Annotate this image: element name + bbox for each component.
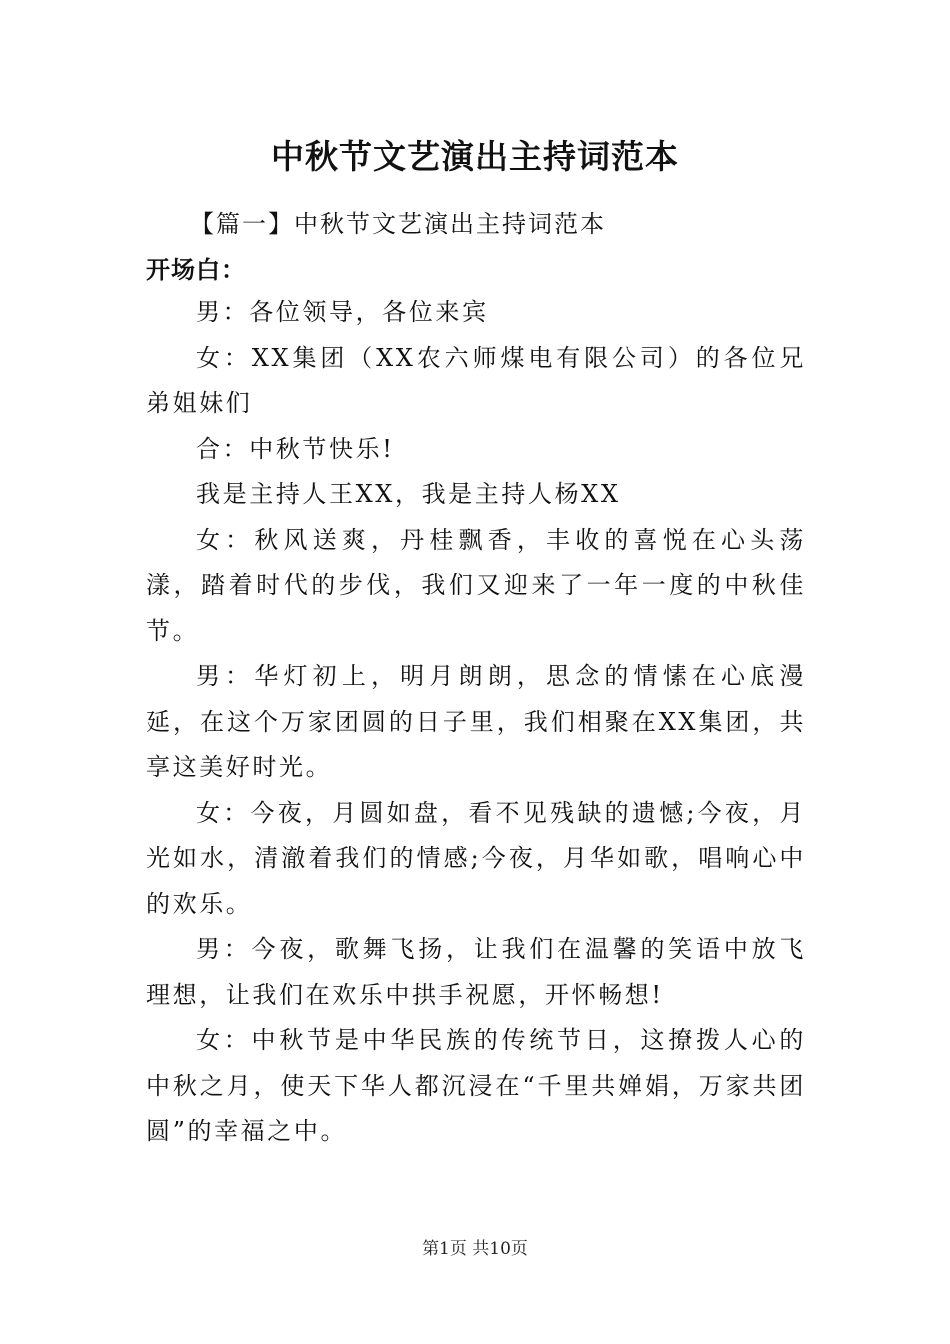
document-title: 中秋节文艺演出主持词范本 bbox=[271, 137, 679, 176]
page-footer: 第1页 共10页 bbox=[422, 1239, 528, 1259]
paragraph: 合：中秋节快乐! bbox=[196, 434, 395, 463]
paragraph: 男：各位领导，各位来宾 bbox=[196, 298, 489, 326]
paragraph: 女：今夜，月圆如盘，看不见残缺的遗憾;今夜，月光如水，清澈着我们的情感;今夜，月华如歌，唱响心中的欢乐。 bbox=[146, 798, 806, 918]
section-heading: 【篇一】中秋节文艺演出主持词范本 bbox=[190, 210, 606, 238]
paragraph: 女：中秋节是中华民族的传统节日，这撩拨人心的中秋之月，使天下华人都沉浸在“千里共婵娟，万家共团圆”的幸福之中。 bbox=[146, 1026, 806, 1145]
document-body bbox=[146, 290, 806, 1155]
opening-label: 开场白： bbox=[146, 255, 246, 284]
paragraph: 男：今夜，歌舞飞扬，让我们在温馨的笑语中放飞理想，让我们在欢乐中拱手祝愿，开怀畅想! bbox=[146, 935, 806, 1009]
paragraph: 男：华灯初上，明月朗朗，思念的情愫在心底漫延，在这个万家团圆的日子里，我们相聚在XX集团，共享这美好时光。 bbox=[146, 662, 806, 781]
paragraph: 女：XX集团（XX农六师煤电有限公司）的各位兄弟姐妹们 bbox=[146, 343, 806, 417]
paragraph: 女：秋风送爽，丹桂飘香，丰收的喜悦在心头荡漾，踏着时代的步伐，我们又迎来了一年一度的中秋佳节。 bbox=[146, 525, 806, 645]
paragraph: 我是主持人王XX，我是主持人杨XX bbox=[196, 480, 621, 508]
